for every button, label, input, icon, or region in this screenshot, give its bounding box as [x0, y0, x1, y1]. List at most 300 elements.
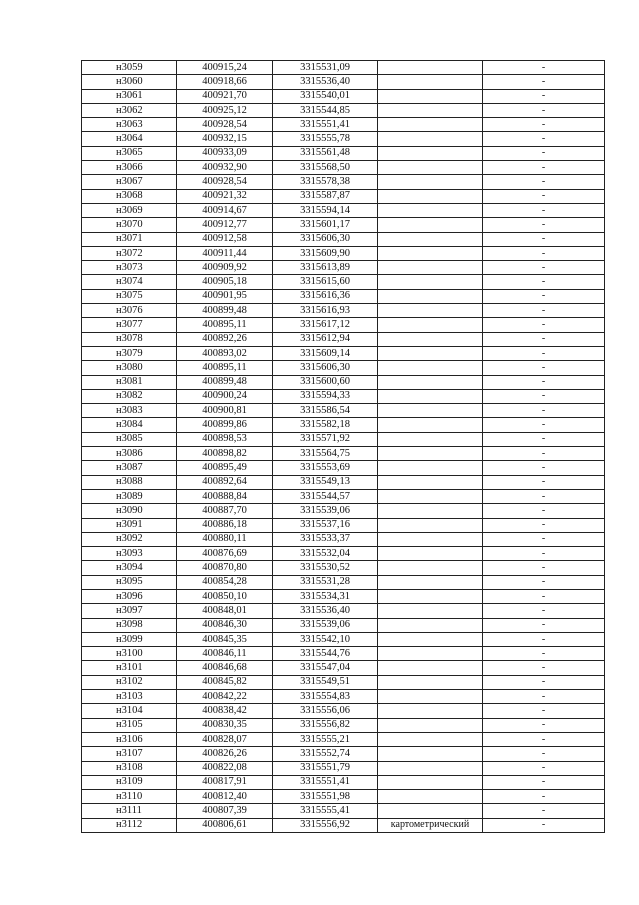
table-row [82, 690, 605, 704]
error-cell: - [483, 818, 605, 832]
y-coordinate-cell: 3315552,74 [273, 747, 378, 761]
y-coordinate-cell: 3315612,94 [273, 332, 378, 346]
method-cell [378, 732, 483, 746]
point-number-cell: н3094 [82, 561, 177, 575]
method-cell [378, 475, 483, 489]
y-coordinate-cell: 3315542,10 [273, 632, 378, 646]
y-coordinate-cell: 3315601,17 [273, 218, 378, 232]
method-cell [378, 561, 483, 575]
x-coordinate-cell: 400838,42 [177, 704, 273, 718]
point-number-cell: н3077 [82, 318, 177, 332]
y-coordinate-cell: 3315549,13 [273, 475, 378, 489]
table-row [82, 447, 605, 461]
error-cell: - [483, 489, 605, 503]
y-coordinate-cell: 3315564,75 [273, 447, 378, 461]
point-number-cell: н3068 [82, 189, 177, 203]
table-row [82, 232, 605, 246]
x-coordinate-cell: 400899,86 [177, 418, 273, 432]
x-coordinate-cell: 400830,35 [177, 718, 273, 732]
x-coordinate-cell: 400928,54 [177, 175, 273, 189]
y-coordinate-cell: 3315615,60 [273, 275, 378, 289]
x-coordinate-cell: 400846,68 [177, 661, 273, 675]
y-coordinate-cell: 3315555,41 [273, 804, 378, 818]
y-coordinate-cell: 3315537,16 [273, 518, 378, 532]
error-cell: - [483, 618, 605, 632]
y-coordinate-cell: 3315594,14 [273, 203, 378, 217]
method-cell [378, 89, 483, 103]
method-cell [378, 718, 483, 732]
table-row [82, 389, 605, 403]
point-number-cell: н3090 [82, 504, 177, 518]
table-row [82, 346, 605, 360]
error-cell: - [483, 561, 605, 575]
method-cell [378, 575, 483, 589]
point-number-cell: н3087 [82, 461, 177, 475]
error-cell: - [483, 475, 605, 489]
method-cell [378, 132, 483, 146]
y-coordinate-cell: 3315547,04 [273, 661, 378, 675]
error-cell: - [483, 718, 605, 732]
x-coordinate-cell: 400870,80 [177, 561, 273, 575]
method-cell [378, 547, 483, 561]
point-number-cell: н3108 [82, 761, 177, 775]
y-coordinate-cell: 3315551,79 [273, 761, 378, 775]
method-cell [378, 189, 483, 203]
x-coordinate-cell: 400886,18 [177, 518, 273, 532]
error-cell: - [483, 632, 605, 646]
table-row [82, 175, 605, 189]
error-cell: - [483, 304, 605, 318]
x-coordinate-cell: 400888,84 [177, 489, 273, 503]
x-coordinate-cell: 400921,70 [177, 89, 273, 103]
error-cell: - [483, 375, 605, 389]
point-number-cell: н3059 [82, 61, 177, 75]
method-cell [378, 532, 483, 546]
point-number-cell: н3103 [82, 690, 177, 704]
error-cell: - [483, 518, 605, 532]
point-number-cell: н3104 [82, 704, 177, 718]
point-number-cell: н3073 [82, 261, 177, 275]
y-coordinate-cell: 3315586,54 [273, 404, 378, 418]
y-coordinate-cell: 3315616,93 [273, 304, 378, 318]
point-number-cell: н3067 [82, 175, 177, 189]
y-coordinate-cell: 3315531,28 [273, 575, 378, 589]
y-coordinate-cell: 3315606,30 [273, 232, 378, 246]
table-row [82, 418, 605, 432]
x-coordinate-cell: 400828,07 [177, 732, 273, 746]
point-number-cell: н3066 [82, 161, 177, 175]
error-cell: - [483, 575, 605, 589]
table-row [82, 675, 605, 689]
table-row [82, 532, 605, 546]
table-row [82, 246, 605, 260]
table-row [82, 432, 605, 446]
method-cell [378, 261, 483, 275]
point-number-cell: н3065 [82, 146, 177, 160]
error-cell: - [483, 89, 605, 103]
coordinates-table [81, 60, 605, 833]
method-cell [378, 361, 483, 375]
error-cell: - [483, 289, 605, 303]
y-coordinate-cell: 3315556,82 [273, 718, 378, 732]
y-coordinate-cell: 3315540,01 [273, 89, 378, 103]
method-cell [378, 232, 483, 246]
table-row [82, 647, 605, 661]
y-coordinate-cell: 3315609,14 [273, 346, 378, 360]
table-row [82, 304, 605, 318]
error-cell: - [483, 675, 605, 689]
x-coordinate-cell: 400850,10 [177, 589, 273, 603]
method-cell [378, 804, 483, 818]
point-number-cell: н3112 [82, 818, 177, 832]
table-row [82, 761, 605, 775]
y-coordinate-cell: 3315544,85 [273, 103, 378, 117]
x-coordinate-cell: 400854,28 [177, 575, 273, 589]
error-cell: - [483, 775, 605, 789]
point-number-cell: н3107 [82, 747, 177, 761]
point-number-cell: н3069 [82, 203, 177, 217]
x-coordinate-cell: 400900,24 [177, 389, 273, 403]
x-coordinate-cell: 400846,30 [177, 618, 273, 632]
point-number-cell: н3080 [82, 361, 177, 375]
x-coordinate-cell: 400912,77 [177, 218, 273, 232]
error-cell: - [483, 704, 605, 718]
y-coordinate-cell: 3315554,83 [273, 690, 378, 704]
point-number-cell: н3085 [82, 432, 177, 446]
point-number-cell: н3095 [82, 575, 177, 589]
method-cell [378, 518, 483, 532]
point-number-cell: н3084 [82, 418, 177, 432]
x-coordinate-cell: 400812,40 [177, 790, 273, 804]
table-row [82, 75, 605, 89]
table-row [82, 632, 605, 646]
table-row [82, 604, 605, 618]
y-coordinate-cell: 3315578,38 [273, 175, 378, 189]
method-cell [378, 318, 483, 332]
x-coordinate-cell: 400925,12 [177, 103, 273, 117]
error-cell: - [483, 761, 605, 775]
table-row [82, 475, 605, 489]
error-cell: - [483, 389, 605, 403]
x-coordinate-cell: 400892,64 [177, 475, 273, 489]
y-coordinate-cell: 3315613,89 [273, 261, 378, 275]
method-cell [378, 604, 483, 618]
error-cell: - [483, 203, 605, 217]
point-number-cell: н3097 [82, 604, 177, 618]
error-cell: - [483, 690, 605, 704]
point-number-cell: н3082 [82, 389, 177, 403]
point-number-cell: н3060 [82, 75, 177, 89]
method-cell [378, 432, 483, 446]
method-cell [378, 632, 483, 646]
method-cell [378, 304, 483, 318]
error-cell: - [483, 461, 605, 475]
table-row [82, 203, 605, 217]
y-coordinate-cell: 3315533,37 [273, 532, 378, 546]
y-coordinate-cell: 3315544,76 [273, 647, 378, 661]
x-coordinate-cell: 400845,82 [177, 675, 273, 689]
x-coordinate-cell: 400918,66 [177, 75, 273, 89]
method-cell [378, 675, 483, 689]
x-coordinate-cell: 400842,22 [177, 690, 273, 704]
table-row [82, 289, 605, 303]
error-cell: - [483, 404, 605, 418]
x-coordinate-cell: 400887,70 [177, 504, 273, 518]
y-coordinate-cell: 3315582,18 [273, 418, 378, 432]
method-cell: картометрический [378, 818, 483, 832]
x-coordinate-cell: 400846,11 [177, 647, 273, 661]
error-cell: - [483, 275, 605, 289]
method-cell [378, 404, 483, 418]
method-cell [378, 389, 483, 403]
table-row [82, 704, 605, 718]
table-row [82, 575, 605, 589]
table-row [82, 504, 605, 518]
method-cell [378, 589, 483, 603]
y-coordinate-cell: 3315551,41 [273, 118, 378, 132]
method-cell [378, 75, 483, 89]
x-coordinate-cell: 400895,49 [177, 461, 273, 475]
table-row [82, 404, 605, 418]
point-number-cell: н3081 [82, 375, 177, 389]
y-coordinate-cell: 3315555,78 [273, 132, 378, 146]
y-coordinate-cell: 3315544,57 [273, 489, 378, 503]
table-row [82, 189, 605, 203]
point-number-cell: н3063 [82, 118, 177, 132]
table-row [82, 89, 605, 103]
x-coordinate-cell: 400914,67 [177, 203, 273, 217]
point-number-cell: н3088 [82, 475, 177, 489]
y-coordinate-cell: 3315616,36 [273, 289, 378, 303]
error-cell: - [483, 804, 605, 818]
table-row [82, 318, 605, 332]
y-coordinate-cell: 3315530,52 [273, 561, 378, 575]
error-cell: - [483, 146, 605, 160]
table-row [82, 103, 605, 117]
table-row [82, 118, 605, 132]
y-coordinate-cell: 3315536,40 [273, 604, 378, 618]
method-cell [378, 647, 483, 661]
error-cell: - [483, 61, 605, 75]
method-cell [378, 775, 483, 789]
x-coordinate-cell: 400892,26 [177, 332, 273, 346]
point-number-cell: н3109 [82, 775, 177, 789]
error-cell: - [483, 661, 605, 675]
error-cell: - [483, 246, 605, 260]
x-coordinate-cell: 400806,61 [177, 818, 273, 832]
method-cell [378, 761, 483, 775]
error-cell: - [483, 132, 605, 146]
x-coordinate-cell: 400899,48 [177, 304, 273, 318]
table-row [82, 161, 605, 175]
point-number-cell: н3098 [82, 618, 177, 632]
method-cell [378, 161, 483, 175]
method-cell [378, 418, 483, 432]
method-cell [378, 375, 483, 389]
method-cell [378, 747, 483, 761]
point-number-cell: н3099 [82, 632, 177, 646]
x-coordinate-cell: 400928,54 [177, 118, 273, 132]
method-cell [378, 246, 483, 260]
method-cell [378, 203, 483, 217]
point-number-cell: н3072 [82, 246, 177, 260]
x-coordinate-cell: 400933,09 [177, 146, 273, 160]
x-coordinate-cell: 400899,48 [177, 375, 273, 389]
error-cell: - [483, 189, 605, 203]
x-coordinate-cell: 400807,39 [177, 804, 273, 818]
x-coordinate-cell: 400898,82 [177, 447, 273, 461]
point-number-cell: н3079 [82, 346, 177, 360]
table-row [82, 661, 605, 675]
point-number-cell: н3096 [82, 589, 177, 603]
error-cell: - [483, 547, 605, 561]
method-cell [378, 618, 483, 632]
error-cell: - [483, 447, 605, 461]
point-number-cell: н3061 [82, 89, 177, 103]
error-cell: - [483, 118, 605, 132]
y-coordinate-cell: 3315600,60 [273, 375, 378, 389]
table-row [82, 618, 605, 632]
y-coordinate-cell: 3315555,21 [273, 732, 378, 746]
y-coordinate-cell: 3315617,12 [273, 318, 378, 332]
x-coordinate-cell: 400901,95 [177, 289, 273, 303]
table-row [82, 818, 605, 832]
table-row [82, 332, 605, 346]
method-cell [378, 504, 483, 518]
method-cell [378, 103, 483, 117]
error-cell: - [483, 175, 605, 189]
y-coordinate-cell: 3315556,92 [273, 818, 378, 832]
y-coordinate-cell: 3315556,06 [273, 704, 378, 718]
point-number-cell: н3074 [82, 275, 177, 289]
error-cell: - [483, 504, 605, 518]
error-cell: - [483, 346, 605, 360]
x-coordinate-cell: 400822,08 [177, 761, 273, 775]
table-row [82, 218, 605, 232]
point-number-cell: н3064 [82, 132, 177, 146]
x-coordinate-cell: 400876,69 [177, 547, 273, 561]
point-number-cell: н3106 [82, 732, 177, 746]
method-cell [378, 175, 483, 189]
method-cell [378, 218, 483, 232]
y-coordinate-cell: 3315532,04 [273, 547, 378, 561]
x-coordinate-cell: 400900,81 [177, 404, 273, 418]
error-cell: - [483, 604, 605, 618]
point-number-cell: н3083 [82, 404, 177, 418]
error-cell: - [483, 103, 605, 117]
point-number-cell: н3102 [82, 675, 177, 689]
error-cell: - [483, 75, 605, 89]
method-cell [378, 332, 483, 346]
point-number-cell: н3089 [82, 489, 177, 503]
error-cell: - [483, 232, 605, 246]
y-coordinate-cell: 3315539,06 [273, 504, 378, 518]
error-cell: - [483, 589, 605, 603]
error-cell: - [483, 161, 605, 175]
x-coordinate-cell: 400880,11 [177, 532, 273, 546]
table-row [82, 261, 605, 275]
x-coordinate-cell: 400932,15 [177, 132, 273, 146]
point-number-cell: н3075 [82, 289, 177, 303]
y-coordinate-cell: 3315606,30 [273, 361, 378, 375]
error-cell: - [483, 790, 605, 804]
x-coordinate-cell: 400905,18 [177, 275, 273, 289]
table-body [82, 61, 605, 833]
point-number-cell: н3110 [82, 790, 177, 804]
method-cell [378, 461, 483, 475]
error-cell: - [483, 732, 605, 746]
point-number-cell: н3062 [82, 103, 177, 117]
y-coordinate-cell: 3315587,87 [273, 189, 378, 203]
method-cell [378, 661, 483, 675]
table-row [82, 718, 605, 732]
error-cell: - [483, 261, 605, 275]
x-coordinate-cell: 400911,44 [177, 246, 273, 260]
x-coordinate-cell: 400848,01 [177, 604, 273, 618]
table-row [82, 790, 605, 804]
method-cell [378, 61, 483, 75]
y-coordinate-cell: 3315609,90 [273, 246, 378, 260]
y-coordinate-cell: 3315561,48 [273, 146, 378, 160]
y-coordinate-cell: 3315551,98 [273, 790, 378, 804]
point-number-cell: н3100 [82, 647, 177, 661]
error-cell: - [483, 432, 605, 446]
y-coordinate-cell: 3315571,92 [273, 432, 378, 446]
error-cell: - [483, 647, 605, 661]
point-number-cell: н3092 [82, 532, 177, 546]
point-number-cell: н3091 [82, 518, 177, 532]
table-row [82, 732, 605, 746]
x-coordinate-cell: 400898,53 [177, 432, 273, 446]
x-coordinate-cell: 400921,32 [177, 189, 273, 203]
point-number-cell: н3086 [82, 447, 177, 461]
table-row [82, 146, 605, 160]
table-row [82, 61, 605, 75]
table-row [82, 461, 605, 475]
method-cell [378, 790, 483, 804]
error-cell: - [483, 532, 605, 546]
method-cell [378, 704, 483, 718]
table-row [82, 804, 605, 818]
x-coordinate-cell: 400826,26 [177, 747, 273, 761]
y-coordinate-cell: 3315531,09 [273, 61, 378, 75]
point-number-cell: н3093 [82, 547, 177, 561]
method-cell [378, 346, 483, 360]
x-coordinate-cell: 400817,91 [177, 775, 273, 789]
table-row [82, 361, 605, 375]
x-coordinate-cell: 400895,11 [177, 318, 273, 332]
x-coordinate-cell: 400893,02 [177, 346, 273, 360]
method-cell [378, 118, 483, 132]
table-row [82, 589, 605, 603]
y-coordinate-cell: 3315568,50 [273, 161, 378, 175]
table-row [82, 547, 605, 561]
error-cell: - [483, 332, 605, 346]
x-coordinate-cell: 400845,35 [177, 632, 273, 646]
y-coordinate-cell: 3315539,06 [273, 618, 378, 632]
y-coordinate-cell: 3315536,40 [273, 75, 378, 89]
table-row [82, 132, 605, 146]
point-number-cell: н3070 [82, 218, 177, 232]
point-number-cell: н3078 [82, 332, 177, 346]
method-cell [378, 489, 483, 503]
y-coordinate-cell: 3315549,51 [273, 675, 378, 689]
x-coordinate-cell: 400912,58 [177, 232, 273, 246]
point-number-cell: н3071 [82, 232, 177, 246]
point-number-cell: н3105 [82, 718, 177, 732]
error-cell: - [483, 361, 605, 375]
error-cell: - [483, 318, 605, 332]
